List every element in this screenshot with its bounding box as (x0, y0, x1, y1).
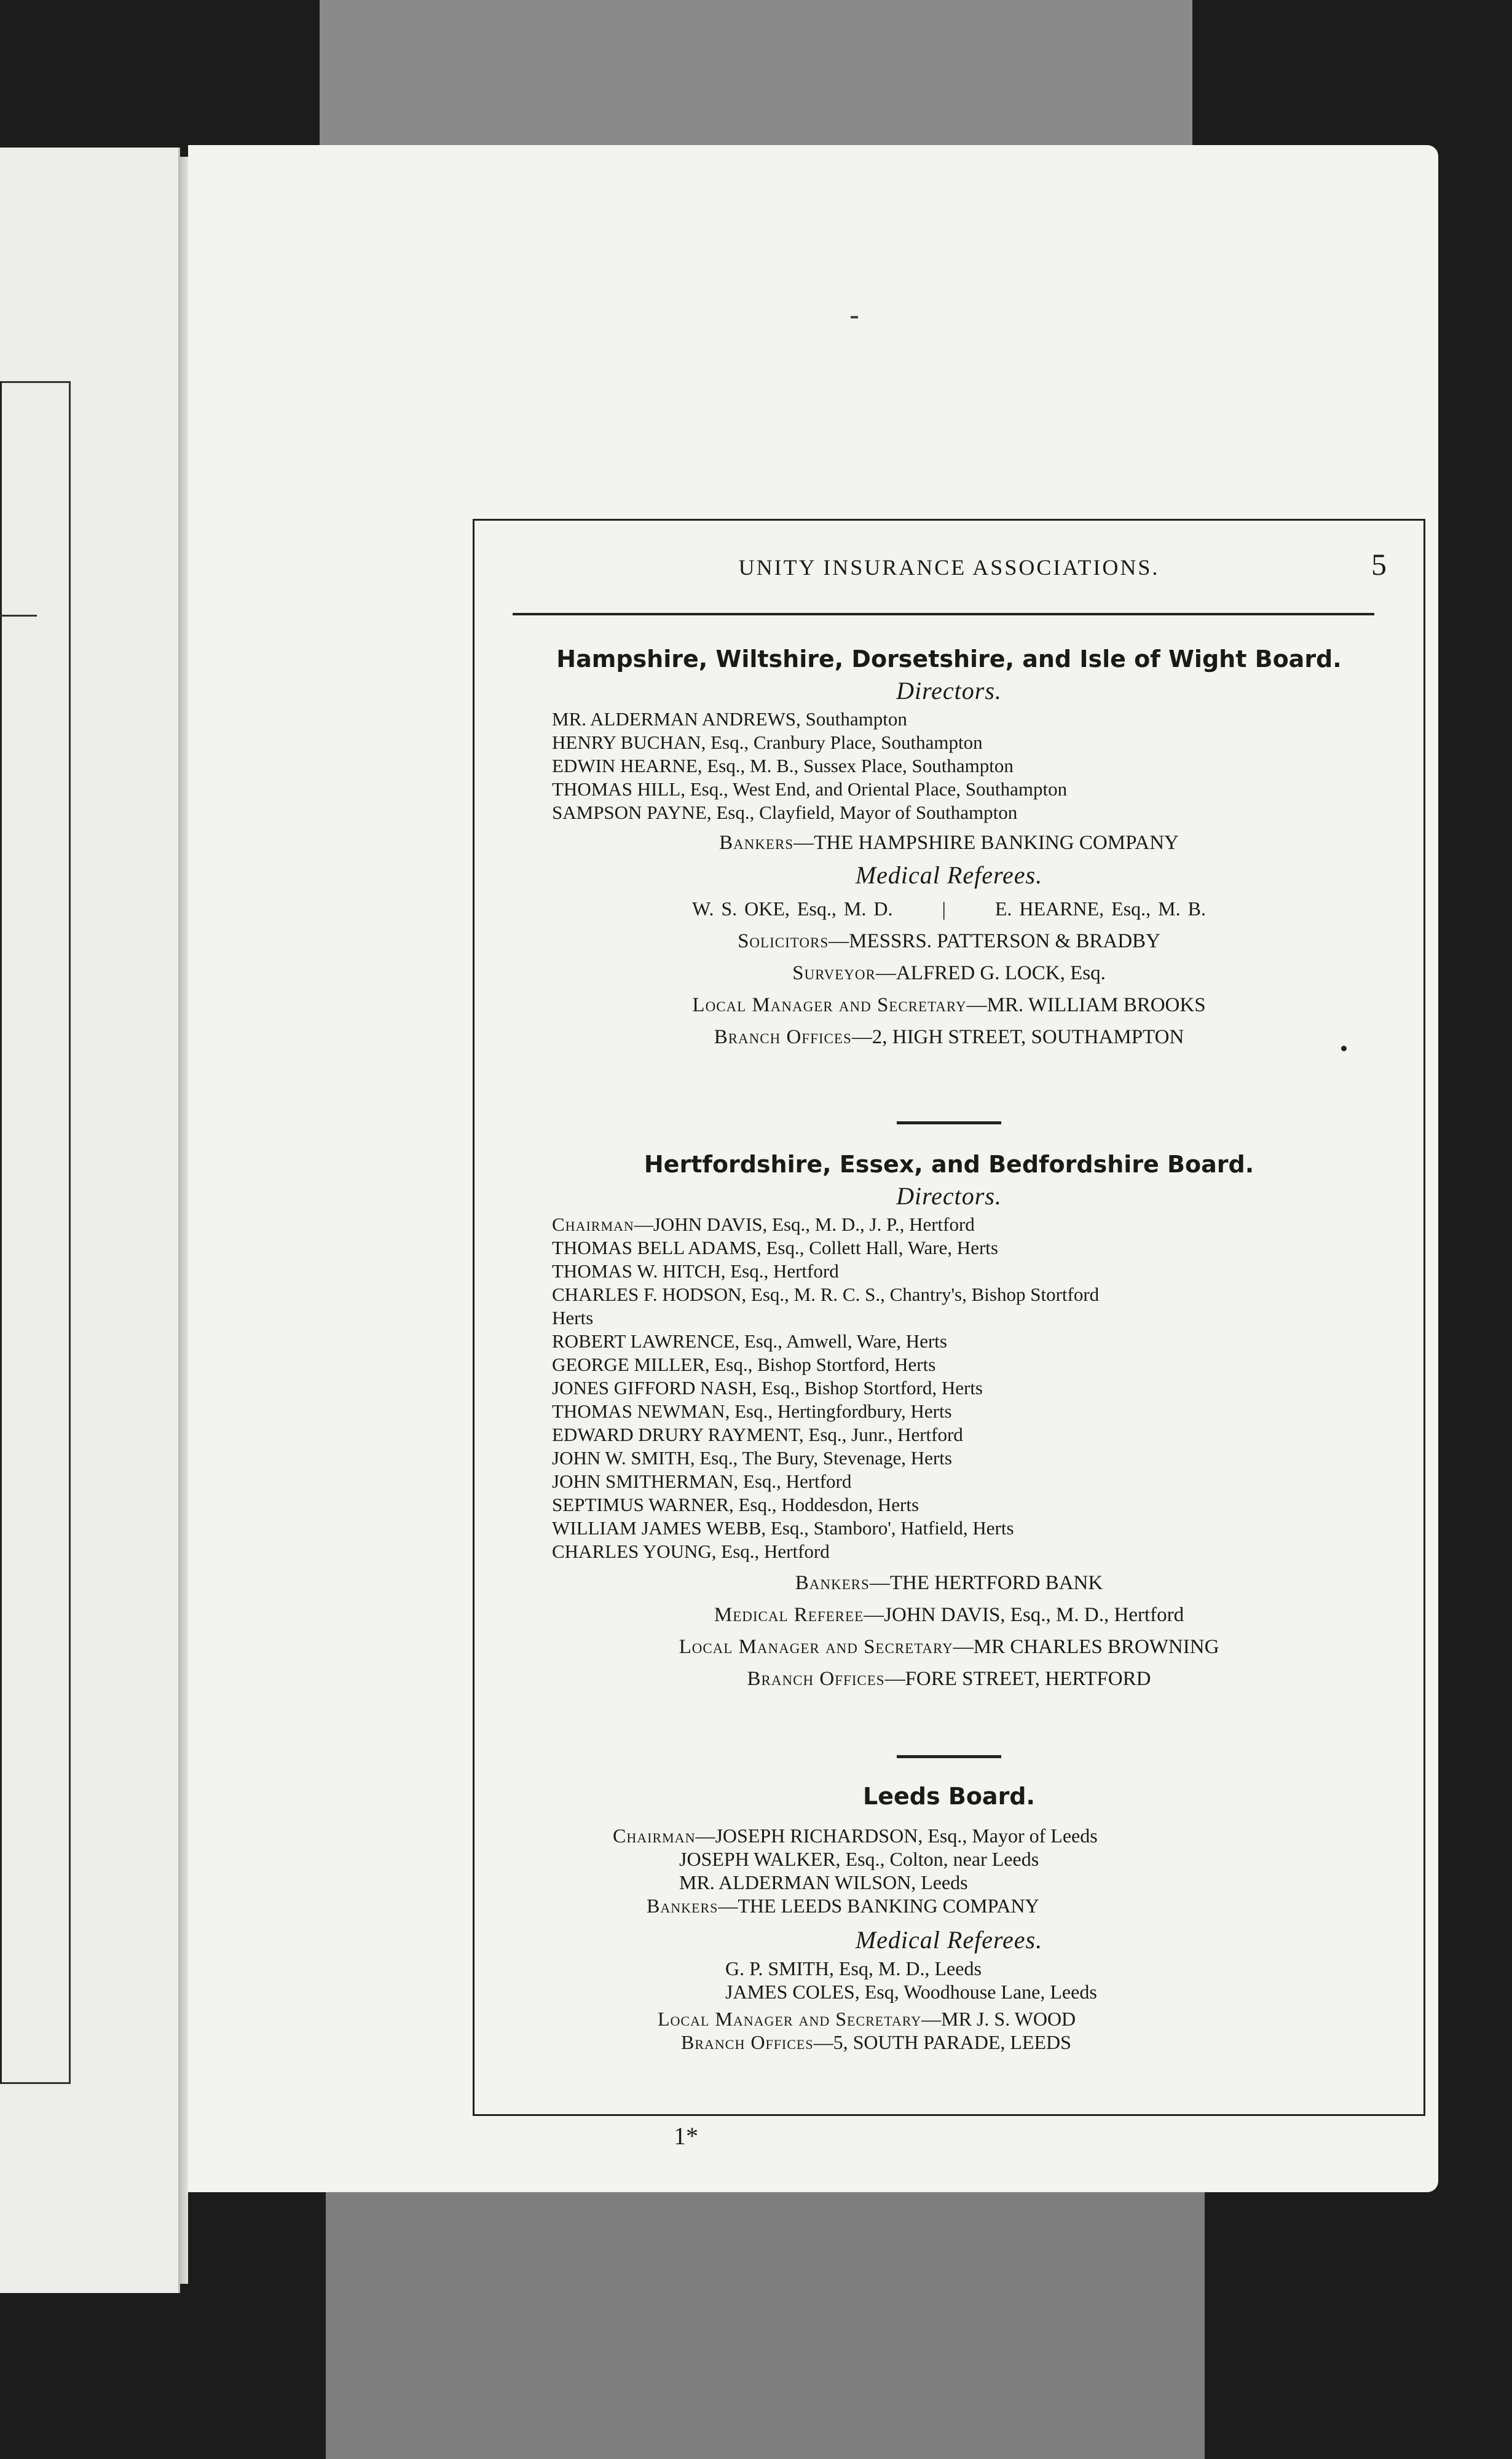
page-number: 5 (1371, 547, 1387, 582)
director-line: WILLIAM JAMES WEBB, Esq., Stamboro', Hatfield, Herts (552, 1517, 1014, 1539)
director-line: EDWIN HEARNE, Esq., M. B., Sussex Place, Southampton (552, 755, 1014, 776)
hampshire-medical-referees: W. S. OKE, Esq., M. D. | E. HEARNE, Esq., M. B. (692, 898, 1206, 920)
hertfordshire-branch-offices: Branch Offices—FORE STREET, HERTFORD (747, 1668, 1151, 1690)
section-separator (474, 1755, 1423, 1758)
director-line: JOHN SMITHERMAN, Esq., Hertford (552, 1470, 852, 1492)
book-page (188, 145, 1438, 2192)
hampshire-directors-heading: Directors. (896, 677, 1002, 705)
hampshire-branch-offices: Branch Offices—2, HIGH STREET, SOUTHAMPTON (714, 1026, 1184, 1048)
leeds-board-section (474, 1781, 1423, 2054)
hampshire-medical-heading: Medical Referees. (855, 861, 1043, 889)
leeds-branch-offices: Branch Offices—5, SOUTH PARADE, LEEDS (681, 2031, 1071, 2053)
leeds-members (474, 1824, 1423, 1917)
hampshire-surveyor: Surveyor—ALFRED G. LOCK, Esq. (792, 962, 1106, 984)
director-line: THOMAS BELL ADAMS, Esq., Collett Hall, Ware, Herts (552, 1237, 998, 1258)
chairman-line: Chairman—JOHN DAVIS, Esq., M. D., J. P., Hertford (552, 1214, 975, 1235)
hampshire-board-title: Hampshire, Wiltshire, Dorsetshire, and Isle of Wight Board. (556, 645, 1342, 673)
director-line: THOMAS W. HITCH, Esq., Hertford (552, 1260, 839, 1282)
leeds-referees (474, 1957, 1423, 2003)
hertfordshire-local-manager: Local Manager and Secretary—MR CHARLES BROWNING (679, 1636, 1219, 1658)
chairman-line: Chairman—JOSEPH RICHARDSON, Esq., Mayor of Leeds (613, 1825, 1098, 1847)
director-line: SEPTIMUS WARNER, Esq., Hoddesdon, Herts (552, 1494, 919, 1515)
member-line: MR. ALDERMAN WILSON, Leeds (679, 1871, 968, 1893)
director-line: CHARLES F. HODSON, Esq., M. R. C. S., Chantry's, Bishop Stortford (552, 1284, 1100, 1305)
hampshire-local-manager: Local Manager and Secretary—MR. WILLIAM BROOKS (692, 994, 1206, 1016)
header-rule (513, 613, 1374, 615)
hertfordshire-board-section (474, 1149, 1423, 1695)
director-line: EDWARD DRURY RAYMENT, Esq., Junr., Hertford (552, 1424, 963, 1445)
hampshire-directors-list (552, 708, 1423, 824)
ink-dot (1341, 1046, 1347, 1051)
director-line: JOHN W. SMITH, Esq., The Bury, Stevenage, Herts (552, 1447, 952, 1469)
director-line: Herts (552, 1307, 594, 1328)
director-line: GEORGE MILLER, Esq., Bishop Stortford, Herts (552, 1354, 936, 1375)
leeds-local-manager: Local Manager and Secretary—MR J. S. WOOD (658, 2008, 1076, 2030)
director-line: SAMPSON PAYNE, Esq., Clayfield, Mayor of Southampton (552, 802, 1018, 823)
hampshire-board-section (474, 644, 1423, 1053)
hertfordshire-bankers: Bankers—THE HERTFORD BANK (795, 1572, 1103, 1594)
director-line: HENRY BUCHAN, Esq., Cranbury Place, Southampton (552, 732, 983, 753)
signature-mark: 1* (674, 2122, 698, 2150)
director-line: MR. ALDERMAN ANDREWS, Southampton (552, 708, 907, 730)
hertfordshire-board-title: Hertfordshire, Essex, and Bedfordshire Board. (644, 1151, 1254, 1178)
director-line: CHARLES YOUNG, Esq., Hertford (552, 1541, 830, 1562)
section-separator (474, 1121, 1423, 1124)
referee-line: JAMES COLES, Esq, Woodhouse Lane, Leeds (725, 1981, 1097, 2003)
director-line: ROBERT LAWRENCE, Esq., Amwell, Ware, Herts (552, 1330, 947, 1352)
member-line: JOSEPH WALKER, Esq., Colton, near Leeds (679, 1848, 1039, 1870)
hertfordshire-directors-list (552, 1213, 1423, 1563)
director-line: THOMAS NEWMAN, Esq., Hertingfordbury, Herts (552, 1400, 952, 1422)
text-frame (473, 519, 1425, 2116)
book-gutter (178, 157, 188, 2284)
page-speck (851, 316, 858, 318)
hertfordshire-medical-referee: Medical Referee—JOHN DAVIS, Esq., M. D., Hertford (714, 1604, 1184, 1626)
scanner-background-bottom (326, 2189, 1205, 2459)
director-line: JONES GIFFORD NASH, Esq., Bishop Stortford, Herts (552, 1377, 983, 1399)
hertfordshire-directors-heading: Directors. (896, 1182, 1002, 1210)
leeds-board-title: Leeds Board. (863, 1783, 1035, 1810)
hampshire-bankers: Bankers—THE HAMPSHIRE BANKING COMPANY (719, 832, 1179, 854)
leeds-medical-heading: Medical Referees. (855, 1926, 1043, 1954)
hampshire-solicitors: Solicitors—MESSRS. PATTERSON & BRADBY (738, 930, 1160, 952)
facing-page-frame (0, 381, 71, 2084)
facing-page-rule (0, 615, 37, 617)
leeds-bankers: Bankers—THE LEEDS BANKING COMPANY (647, 1895, 1039, 1917)
running-title: UNITY INSURANCE ASSOCIATIONS. (738, 555, 1160, 580)
facing-page-left (0, 148, 180, 2293)
director-line: THOMAS HILL, Esq., West End, and Oriental Place, Southampton (552, 778, 1068, 800)
leeds-officers (474, 2007, 1423, 2054)
referee-line: G. P. SMITH, Esq, M. D., Leeds (725, 1957, 982, 1979)
